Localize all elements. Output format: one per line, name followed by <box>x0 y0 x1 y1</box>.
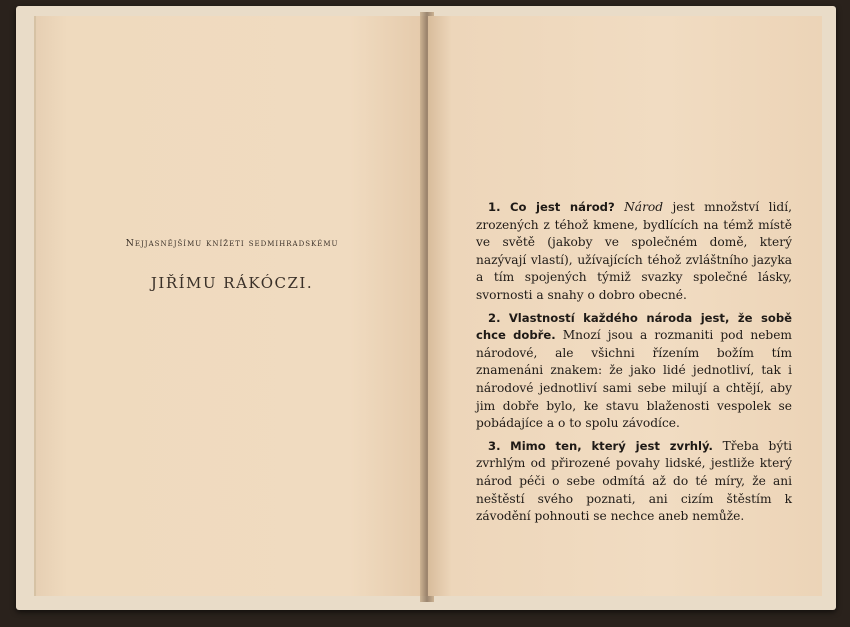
paragraph-3-number: 3. <box>488 438 501 453</box>
paragraph-3-heading: Mimo ten, který jest zvrhlý. <box>510 438 713 453</box>
paragraph-2-heading: Vlastností každého národa jest, že sobě chce dobře. <box>476 310 793 343</box>
dedication-line-1: Nejjasnějšímu knížeti sedmihradskému <box>125 238 339 249</box>
dedication-line-2: JIŘÍMU RÁKÓCZI. <box>150 274 314 292</box>
right-page <box>428 16 822 596</box>
paragraph-2 <box>476 310 792 433</box>
paragraph-2-text: Mnozí jsou a rozmaniti pod nebem národové, ale všichni řízením božím tím znamenáni znakem: že jako lidé jednotliví, tak i národové jednotliví sami sebe milují a chtějí, aby jim dobře bylo, ke stavu blaženosti vespolek se pobádajíce a o to spolu závodíce. <box>476 328 792 431</box>
body-text <box>476 199 792 531</box>
paragraph-1 <box>476 199 792 305</box>
paragraph-1-number: 1. <box>488 200 501 214</box>
open-book <box>16 6 836 610</box>
paragraph-1-heading: Co jest národ? <box>509 200 615 214</box>
left-page <box>34 16 428 596</box>
paragraph-3-text: Třeba býti zvrhlým od přirozené povahy lidské, jestliže který národ péči o sebe odmítá až do té míry, že ani neštěstí svého poznati, ani cizím štěstím k závodění pohnouti se nechce aneb nemůže. <box>476 438 792 524</box>
paragraph-2-number: 2. <box>488 310 501 325</box>
paragraph-3 <box>476 438 792 526</box>
paragraph-1-text: jest množství lidí, zrozených z téhož kmene, bydlících na témž místě ve světě (jakoby ve společném domě, který nazývají vlastí), užívajících téhož zvláštního jazyka a tím spojených týmiž svazky společné lásky, svornosti a snahy o dobro obecné. <box>476 200 792 302</box>
paragraph-1-italic: Národ <box>624 200 664 214</box>
